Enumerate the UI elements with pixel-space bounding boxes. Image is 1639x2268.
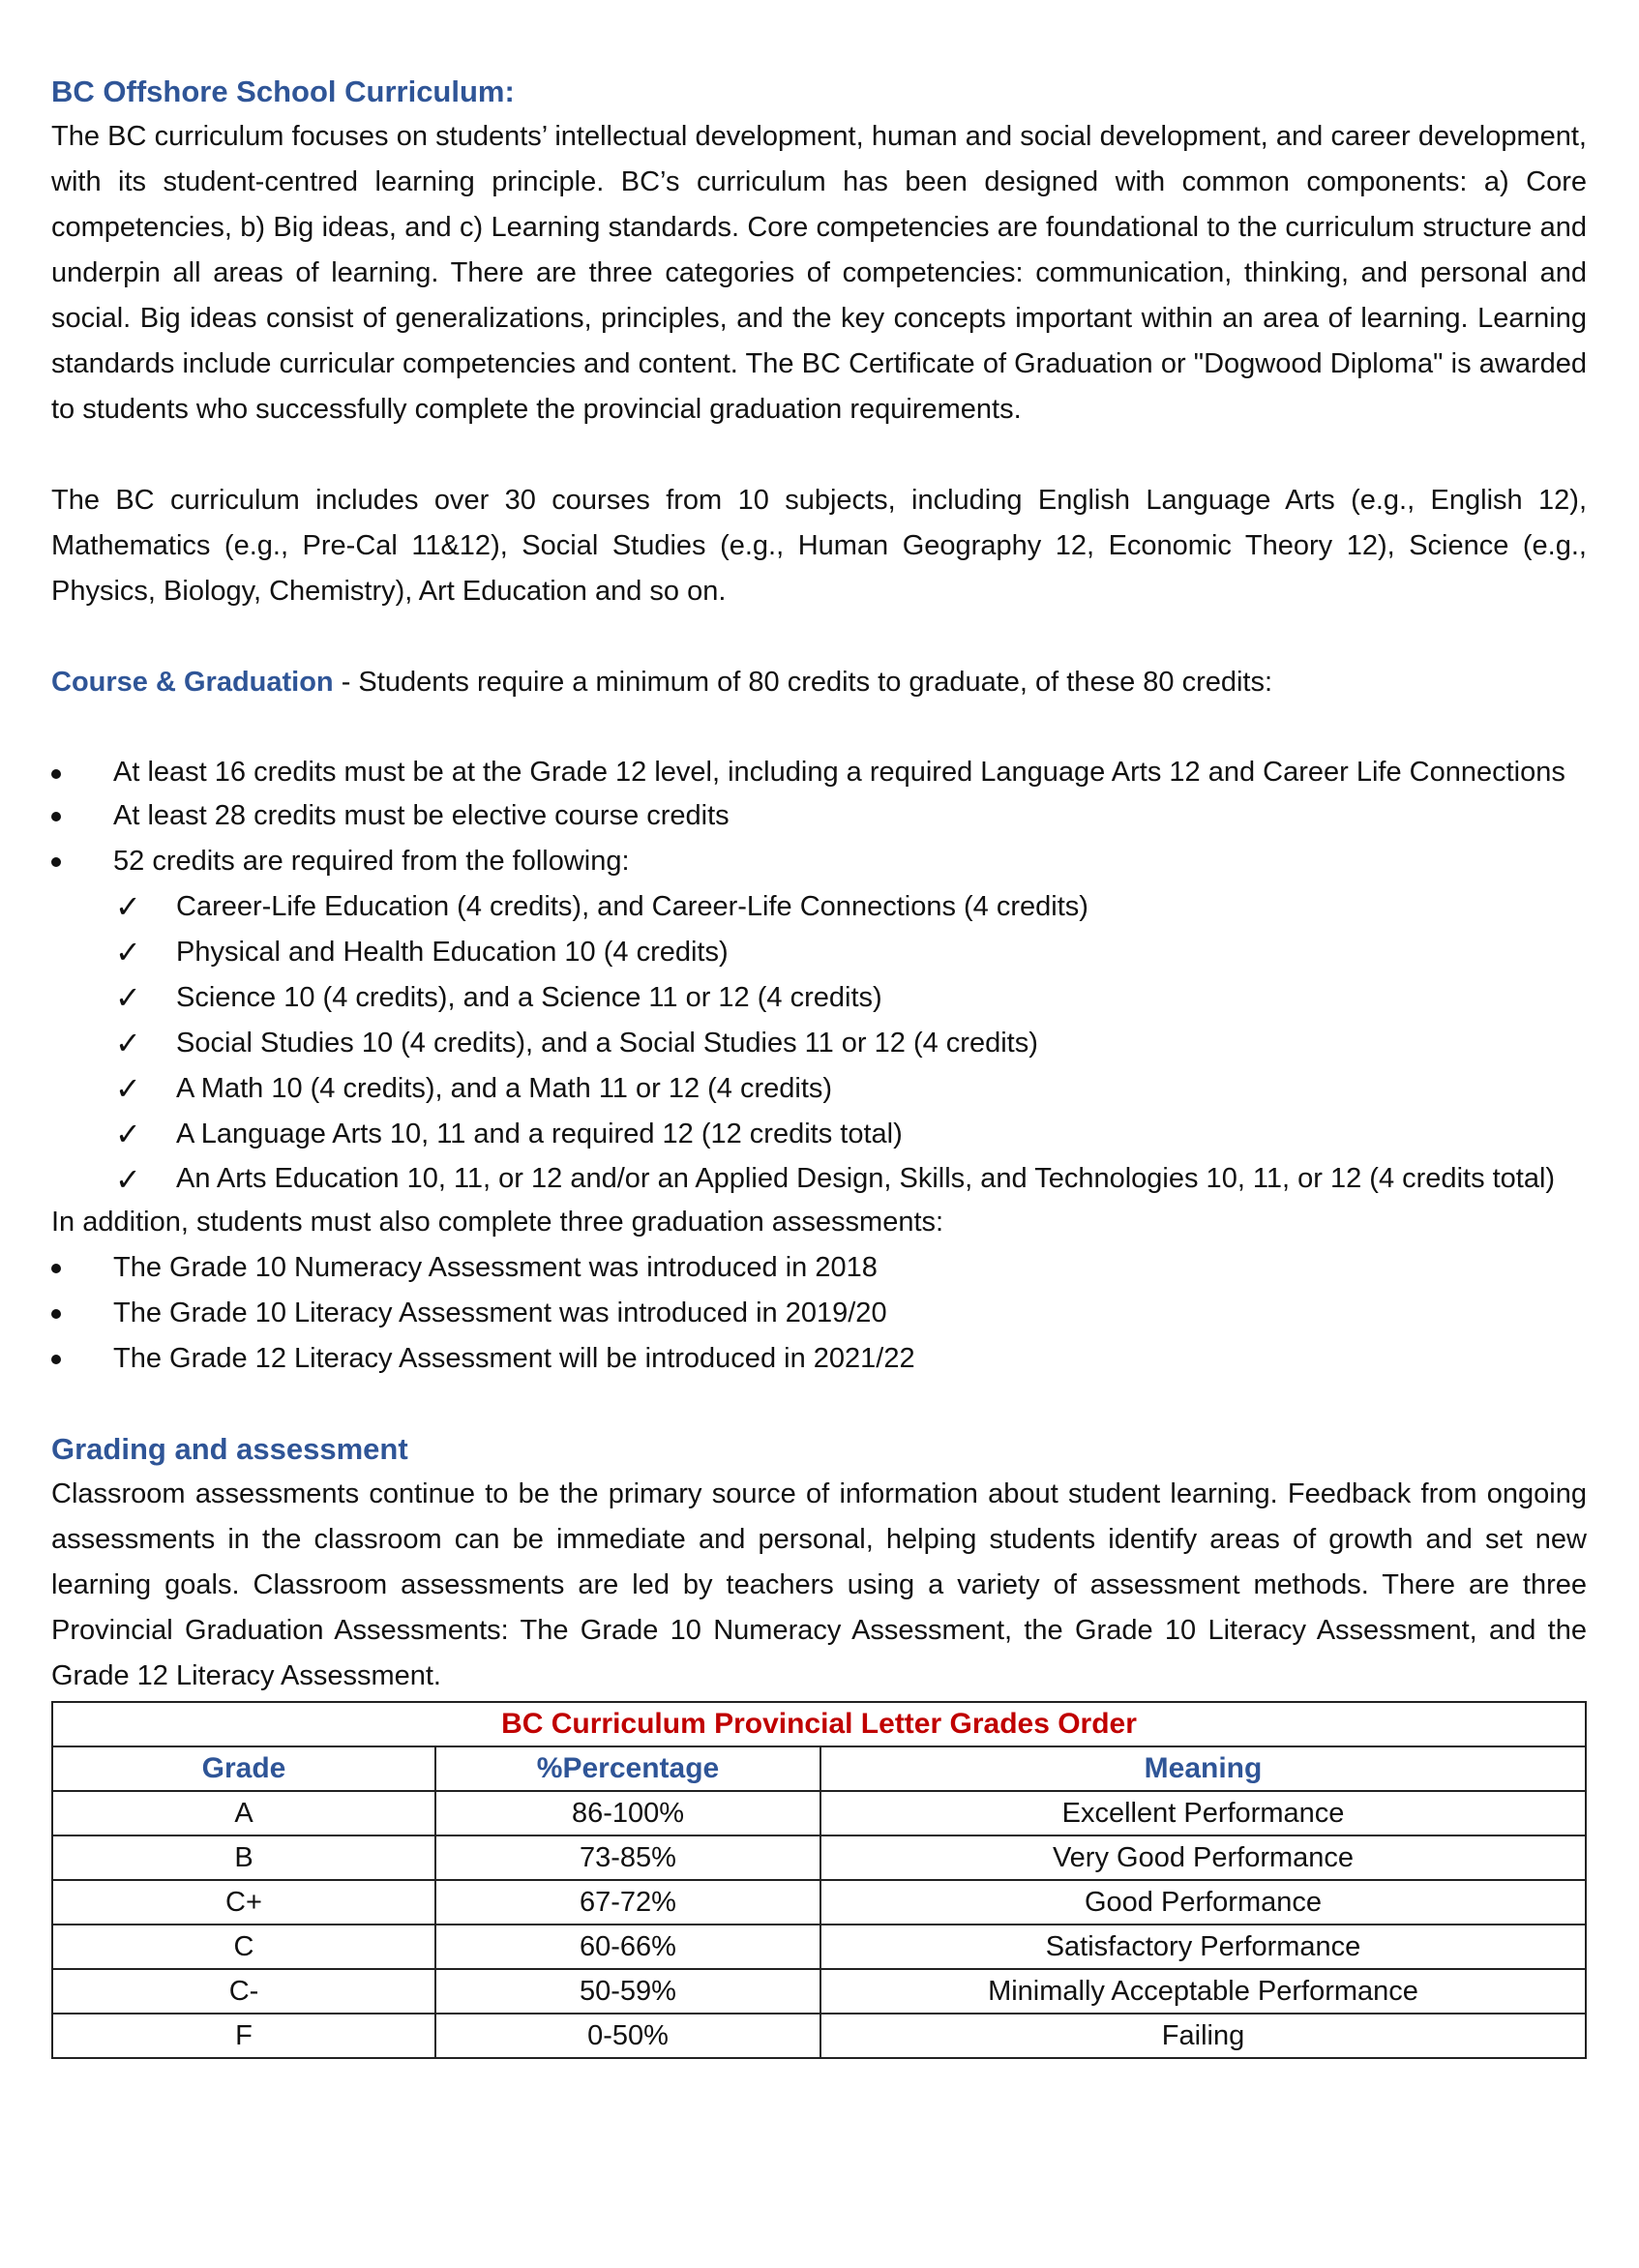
meaning-cell: Satisfactory Performance xyxy=(820,1925,1586,1969)
checklist-item: ✓ A Language Arts 10, 11 and a required 12 (12 credits total) xyxy=(51,1112,1587,1157)
meaning-cell: Minimally Acceptable Performance xyxy=(820,1969,1586,2014)
course-graduation-heading: Course & Graduation xyxy=(51,667,334,698)
table-caption: BC Curriculum Provincial Letter Grades Order xyxy=(52,1702,1586,1746)
table-row xyxy=(52,1835,1586,1880)
meaning-cell: Failing xyxy=(820,2014,1586,2058)
bullet-icon xyxy=(51,1264,61,1273)
table-row xyxy=(52,1880,1586,1925)
checkmark-icon: ✓ xyxy=(115,888,141,925)
checklist-item: ✓ Social Studies 10 (4 credits), and a Social Studies 11 or 12 (4 credits) xyxy=(51,1021,1587,1066)
grade-cell: B xyxy=(52,1835,435,1880)
percentage-cell: 50-59% xyxy=(435,1969,820,2014)
table-caption-row xyxy=(52,1702,1586,1746)
letter-grades-table xyxy=(51,1701,1587,2059)
column-header-percentage: %Percentage xyxy=(435,1746,820,1791)
checkmark-icon: ✓ xyxy=(115,934,141,970)
table-row xyxy=(52,2014,1586,2058)
grading-paragraph: Classroom assessments continue to be the primary source of information about student learning. Feedback from ongoing assessments in the classroom can be immediate and personal, helping students identify areas of growth and set new learning goals. Classroom assessments are led by teachers using a variety of assessment methods. There are three Provincial Graduation Assessments: The Grade 10 Numeracy Assessment, the Grade 10 Literacy Assessment, and the Grade 12 Literacy Assessment. xyxy=(51,1478,1587,1691)
list-item: At least 16 credits must be at the Grade 12 level, including a required Language Arts 12 and Career Life Connections xyxy=(51,751,1587,793)
checklist-item: ✓ A Math 10 (4 credits), and a Math 11 or 12 (4 credits) xyxy=(51,1066,1587,1112)
document-page xyxy=(51,70,1587,2059)
course-graduation-line xyxy=(51,660,1587,705)
column-header-grade: Grade xyxy=(52,1746,435,1791)
list-item: The Grade 10 Literacy Assessment was introduced in 2019/20 xyxy=(51,1291,1587,1336)
section-title-grading: Grading and assessment xyxy=(51,1432,408,1466)
table-row xyxy=(52,1791,1586,1835)
checklist-item: ✓ An Arts Education 10, 11, or 12 and/or an Applied Design, Skills, and Technologies 10, 11, or 12 (4 credits total) xyxy=(51,1157,1587,1200)
list-item: At least 28 credits must be elective course credits xyxy=(51,793,1587,839)
section-title-curriculum: BC Offshore School Curriculum: xyxy=(51,75,515,108)
checkmark-icon: ✓ xyxy=(115,1116,141,1152)
meaning-cell: Good Performance xyxy=(820,1880,1586,1925)
grade-cell: C+ xyxy=(52,1880,435,1925)
meaning-cell: Excellent Performance xyxy=(820,1791,1586,1835)
meaning-cell: Very Good Performance xyxy=(820,1835,1586,1880)
bullet-icon xyxy=(51,1355,61,1364)
list-item: 52 credits are required from the following: xyxy=(51,839,1587,884)
checkmark-icon: ✓ xyxy=(115,979,141,1016)
checkmark-icon: ✓ xyxy=(115,1025,141,1061)
checkmark-icon: ✓ xyxy=(115,1161,141,1198)
list-item: The Grade 10 Numeracy Assessment was introduced in 2018 xyxy=(51,1245,1587,1291)
percentage-cell: 0-50% xyxy=(435,2014,820,2058)
bullet-icon xyxy=(51,769,61,779)
required-courses-checklist xyxy=(51,884,1587,1200)
percentage-cell: 73-85% xyxy=(435,1835,820,1880)
bullet-icon xyxy=(51,1309,61,1319)
grade-cell: C- xyxy=(52,1969,435,2014)
table-header-row xyxy=(52,1746,1586,1791)
percentage-cell: 67-72% xyxy=(435,1880,820,1925)
checklist-item: ✓ Career-Life Education (4 credits), and Career-Life Connections (4 credits) xyxy=(51,884,1587,930)
grade-cell: C xyxy=(52,1925,435,1969)
bullet-icon xyxy=(51,857,61,867)
grade-cell: A xyxy=(52,1791,435,1835)
graduation-assessments-list xyxy=(51,1245,1587,1382)
bullet-icon xyxy=(51,812,61,821)
grade-cell: F xyxy=(52,2014,435,2058)
table-row xyxy=(52,1925,1586,1969)
column-header-meaning: Meaning xyxy=(820,1746,1586,1791)
list-item: The Grade 12 Literacy Assessment will be introduced in 2021/22 xyxy=(51,1336,1587,1382)
table-row xyxy=(52,1969,1586,2014)
percentage-cell: 86-100% xyxy=(435,1791,820,1835)
checklist-item: ✓ Physical and Health Education 10 (4 credits) xyxy=(51,930,1587,975)
additional-assessments-intro: In addition, students must also complete three graduation assessments: xyxy=(51,1207,944,1238)
courses-paragraph: The BC curriculum includes over 30 courses from 10 subjects, including English Language Arts (e.g., English 12), Mathematics (e.g., Pre-Cal 11&12), Social Studies (e.g., Human Geography 12, Economic Theory 12), Science (e.g., Physics, Biology, Chemistry), Art Education and so on. xyxy=(51,485,1587,607)
credit-requirements-list xyxy=(51,751,1587,884)
curriculum-paragraph: The BC curriculum focuses on students’ intellectual development, human and social development, and career development, with its student-centred learning principle. BC’s curriculum has been designed with common components: a) Core competencies, b) Big ideas, and c) Learning standards. Core competencies are foundational to the curriculum structure and underpin all areas of learning. There are three categories of competencies: communication, thinking, and personal and social. Big ideas consist of generalizations, principles, and the key concepts important within an area of learning. Learning standards include curricular competencies and content. The BC Certificate of Graduation or "Dogwood Diploma" is awarded to students who successfully complete the provincial graduation requirements. xyxy=(51,121,1587,425)
percentage-cell: 60-66% xyxy=(435,1925,820,1969)
course-graduation-intro: - Students require a minimum of 80 credits to graduate, of these 80 credits: xyxy=(333,667,1273,698)
checklist-item: ✓ Science 10 (4 credits), and a Science 11 or 12 (4 credits) xyxy=(51,975,1587,1021)
checkmark-icon: ✓ xyxy=(115,1070,141,1107)
